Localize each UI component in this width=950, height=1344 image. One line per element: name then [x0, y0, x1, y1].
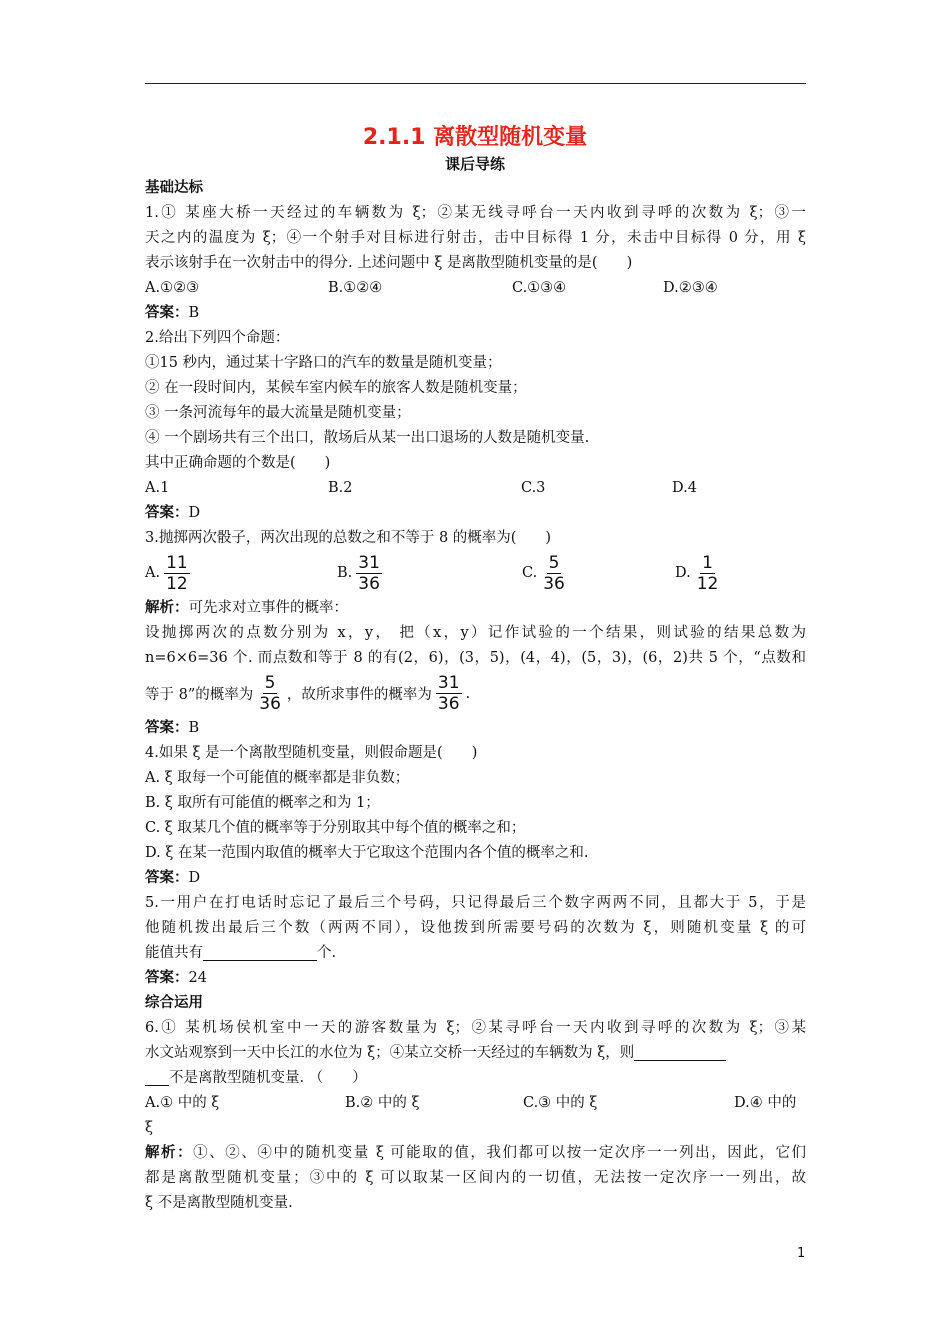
q2-option-a: A.1 [145, 480, 170, 496]
fraction-denominator: 12 [166, 574, 188, 594]
fraction-numerator: 5 [264, 673, 276, 693]
q3-option-c-fraction [541, 553, 567, 594]
q3-option-d [675, 551, 724, 596]
fraction-denominator: 36 [259, 694, 281, 714]
q3-line-1: 3.抛掷两次骰子，两次出现的总数之和不等于 8 的概率为( ) [145, 530, 552, 546]
q2-line-6: 其中正确命题的个数是( ) [145, 455, 331, 471]
section-heading-comprehensive: 综合运用 [145, 995, 203, 1011]
q4-option-b: B. ξ 取所有可能值的概率之和为 1； [145, 795, 380, 811]
q6-answer-blank-cont [145, 1069, 169, 1086]
q5-line-2: 他随机拨出最后三个数（两两不同），设他拨到所需要号码的次数为 ξ，则随机变量 ξ 的可 [145, 920, 806, 936]
q1-options [145, 276, 806, 301]
q2-line-5: ④ 一个剧场共有三个出口，散场后从某一出口退场的人数是随机变量. [145, 430, 590, 446]
q6-option-a: A.① 中的 ξ [145, 1095, 220, 1111]
q2-answer [145, 501, 806, 526]
q3-analysis-text-c: . [465, 685, 471, 702]
q6-answer-blank [634, 1044, 726, 1061]
q3-analysis-text-b: ，故所求事件的概率为 [286, 687, 432, 703]
q1-line-3: 表示该射手在一次射击中的得分. 上述问题中 ξ 是离散型随机变量的是( ) [145, 255, 633, 271]
q4-line-1: 4.如果 ξ 是一个离散型随机变量，则假命题是( ) [145, 745, 478, 761]
q6-text-b: 不是离散型随机变量. （ ） [169, 1070, 367, 1086]
page-number: 1 [797, 1246, 806, 1261]
q3-answer [145, 716, 806, 741]
q6-option-d-wrap: ξ [145, 1120, 153, 1136]
q2-answer-value: D [188, 505, 201, 521]
q3-option-a [145, 551, 194, 596]
q3-option-d-fraction [695, 553, 721, 594]
fraction-numerator: 31 [437, 673, 460, 693]
header-rule [145, 83, 806, 84]
page-subtitle: 课后导练 [444, 155, 505, 173]
q3-option-b-label: B. [337, 565, 353, 581]
q1-answer-value: B [188, 305, 200, 321]
q3-option-b [337, 551, 386, 596]
q3-answer-value: B [188, 720, 200, 736]
q3-analysis-line-1 [145, 596, 806, 621]
q2-line-4: ③ 一条河流每年的最大流量是随机变量； [145, 405, 411, 421]
q2-option-d: D.4 [672, 480, 697, 496]
answer-label: 答案： [145, 505, 189, 521]
fraction-denominator: 36 [358, 574, 380, 594]
q6-option-d: D.④ 中的 [734, 1095, 797, 1111]
q2-option-b: B.2 [328, 480, 353, 496]
analysis-label: 解析： [145, 600, 189, 616]
q3-analysis-line-3: n=6×6=36 个. 而点数和等于 8 的有(2，6)，(3，5)，(4，4)，(5，3)，(6，2)共 5 个，“点数和 [145, 650, 806, 666]
q5-text-a: 能值共有 [145, 945, 203, 961]
q6-line-2 [145, 1041, 806, 1066]
q2-option-c: C.3 [521, 480, 546, 496]
q6-analysis-text: ①、②、④中的随机变量 ξ 可能取的值，我们都可以按一定次序一一列出，因此，它们 [193, 1145, 806, 1161]
answer-label: 答案： [145, 305, 189, 321]
q6-analysis-line-2: 都是离散型随机变量；③中的 ξ 可以取某一区间内的一切值，无法按一定次序一一列出，故 [145, 1170, 806, 1186]
q6-options [145, 1091, 806, 1116]
q2-line-1: 2.给出下列四个命题： [145, 330, 290, 346]
q6-option-c: C.③ 中的 ξ [523, 1095, 598, 1111]
q6-line-3 [145, 1066, 806, 1091]
q3-option-c-label: C. [522, 565, 538, 581]
q5-line-3 [145, 941, 806, 966]
answer-label: 答案： [145, 720, 189, 736]
q3-option-b-fraction [356, 553, 382, 594]
q3-option-d-label: D. [675, 565, 691, 581]
q3-analysis-fraction-1 [257, 673, 283, 714]
q1-answer [145, 301, 806, 326]
q5-answer-blank [203, 944, 317, 961]
q6-line-1: 6.① 某机场侯机室中一天的游客数量为 ξ；②某寻呼台一天内收到寻呼的次数为 ξ；③某 [145, 1020, 806, 1036]
q2-options [145, 476, 806, 501]
q2-line-2: ①15 秒内，通过某十字路口的汽车的数量是随机变量； [145, 355, 502, 371]
fraction-denominator: 12 [696, 574, 719, 594]
fraction-numerator: 31 [358, 553, 380, 573]
section-heading-basic: 基础达标 [145, 180, 203, 196]
q3-option-a-label: A. [145, 565, 161, 581]
q5-line-1: 5.一用户在打电话时忘记了最后三个号码，只记得最后三个数字两两不同，且都大于 5，于是 [145, 895, 806, 911]
analysis-label: 解析： [145, 1145, 194, 1161]
q6-analysis-line-1 [145, 1141, 806, 1166]
q6-analysis-line-3: ξ 不是离散型随机变量. [145, 1195, 293, 1211]
q6-text-a: 水文站观察到一天中长江的水位为 ξ；④某立交桥一天经过的车辆数为 ξ，则 [145, 1045, 635, 1061]
q3-analysis-fraction-2 [436, 673, 462, 714]
q4-answer [145, 866, 806, 891]
page-title: 2.1.1 离散型随机变量 [362, 125, 588, 150]
q3-option-a-fraction [164, 553, 190, 594]
fraction-numerator: 1 [702, 553, 713, 573]
fraction-denominator: 36 [437, 694, 460, 714]
q1-line-1: 1.① 某座大桥一天经过的车辆数为 ξ；②某无线寻呼台一天内收到寻呼的次数为 ξ；③一 [145, 205, 806, 221]
q3-analysis-text-a: 等于 8”的概率为 [145, 687, 254, 703]
q5-answer-value: 24 [188, 970, 207, 986]
q2-line-3: ② 在一段时间内，某候车室内候车的旅客人数是随机变量； [145, 380, 527, 396]
answer-label: 答案： [145, 870, 189, 886]
fraction-numerator: 5 [548, 553, 560, 573]
document-body [145, 176, 806, 1216]
q1-option-b: B.①②④ [328, 280, 383, 296]
q4-option-a: A. ξ 取每一个可能值的概率都是非负数； [145, 770, 410, 786]
q5-answer [145, 966, 806, 991]
q4-answer-value: D [188, 870, 201, 886]
q3-analysis-text: 可先求对立事件的概率： [188, 600, 348, 616]
answer-label: 答案： [145, 970, 189, 986]
q4-option-c: C. ξ 取某几个值的概率等于分别取其中每个值的概率之和； [145, 820, 526, 836]
q5-text-b: 个. [317, 945, 337, 961]
q3-option-c [522, 551, 571, 596]
q1-option-a: A.①②③ [145, 280, 200, 296]
q3-analysis-line-4 [145, 671, 806, 716]
fraction-denominator: 36 [543, 574, 565, 594]
q4-option-d: D. ξ 在某一范围内取值的概率大于它取这个范围内各个值的概率之和. [145, 845, 589, 861]
q1-option-c: C.①③④ [512, 280, 567, 296]
fraction-numerator: 11 [166, 553, 188, 573]
q1-option-d: D.②③④ [663, 280, 718, 296]
q3-options [145, 551, 806, 596]
q3-analysis-line-2: 设抛掷两次的点数分别为 x，y， 把（x，y）记作试验的一个结果，则试验的结果总数为 [145, 625, 806, 641]
q1-line-2: 天之内的温度为 ξ；④一个射手对目标进行射击，击中目标得 1 分，未击中目标得 0 分，用 ξ [145, 230, 806, 246]
q6-option-b: B.② 中的 ξ [345, 1095, 420, 1111]
